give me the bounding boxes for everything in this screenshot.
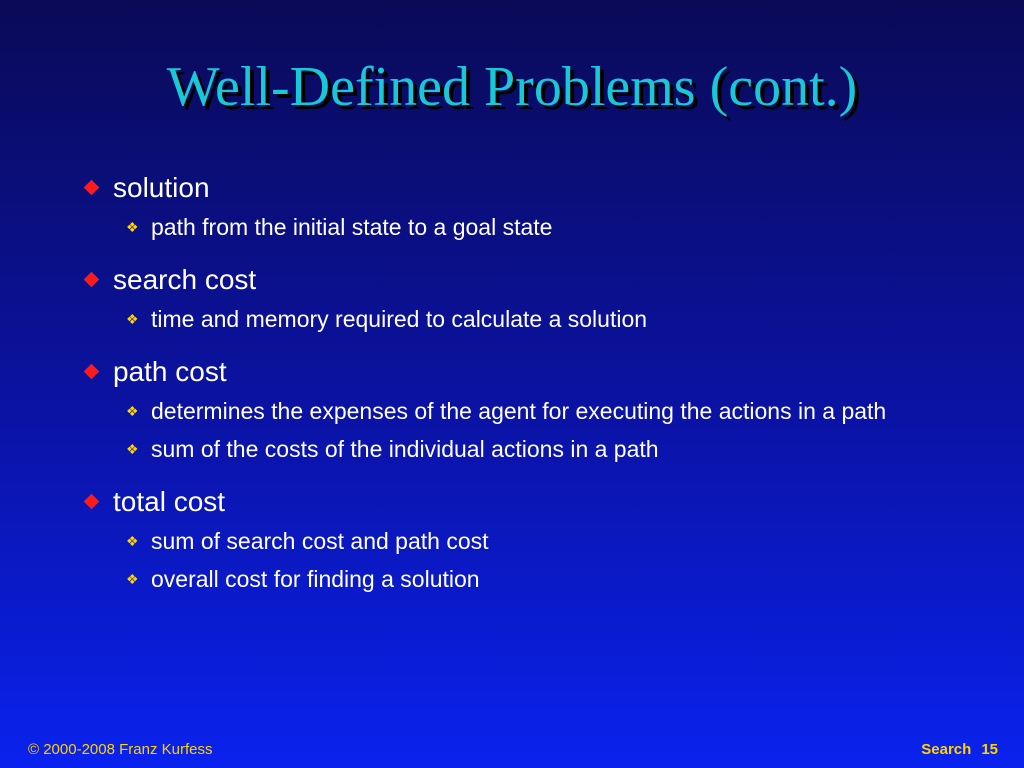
yellow-diamond-cluster-bullet-icon: ❖: [126, 441, 139, 457]
bullet-text: search cost: [113, 264, 257, 295]
yellow-diamond-cluster-bullet-icon: ❖: [126, 403, 139, 419]
sub-bullet-item: [82, 210, 1012, 244]
bullet-item: [82, 170, 1012, 206]
bullet-text: solution: [113, 172, 210, 203]
red-diamond-bullet-icon: [84, 180, 100, 196]
sub-bullet-item: [82, 562, 1012, 596]
red-diamond-bullet-icon: [84, 272, 100, 288]
sub-bullet-item: [82, 394, 1012, 428]
bullet-text: path cost: [113, 356, 227, 387]
bullet-list: [82, 170, 1012, 596]
sub-bullet-text: overall cost for finding a solution: [151, 566, 480, 592]
footer-copyright: © 2000-2008 Franz Kurfess: [28, 741, 213, 758]
sub-bullet-text: path from the initial state to a goal state: [151, 214, 553, 240]
sub-bullet-item: [82, 524, 1012, 558]
sub-bullet-text: time and memory required to calculate a solution: [151, 306, 648, 332]
yellow-diamond-cluster-bullet-icon: ❖: [126, 571, 139, 587]
sub-bullet-text: sum of the costs of the individual actions in a path: [151, 436, 659, 462]
yellow-diamond-cluster-bullet-icon: ❖: [126, 311, 139, 327]
yellow-diamond-cluster-bullet-icon: ❖: [126, 219, 139, 235]
bullet-text: total cost: [113, 486, 226, 517]
footer-section: Search: [921, 741, 972, 758]
sub-bullet-item: [82, 432, 1012, 466]
footer-page-number: 15: [981, 741, 998, 758]
red-diamond-bullet-icon: [84, 494, 100, 510]
yellow-diamond-cluster-bullet-icon: ❖: [126, 533, 139, 549]
bullet-item: [82, 262, 1012, 298]
bullet-item: [82, 354, 1012, 390]
bullet-item: [82, 484, 1012, 520]
sub-bullet-item: [82, 302, 1012, 336]
slide-title: Well-Defined Problems (cont.): [166, 56, 858, 118]
footer-section-page: [911, 740, 998, 760]
sub-bullet-text: sum of search cost and path cost: [151, 528, 489, 554]
sub-bullet-text: determines the expenses of the agent for executing the actions in a path: [151, 398, 887, 424]
red-diamond-bullet-icon: [84, 364, 100, 380]
